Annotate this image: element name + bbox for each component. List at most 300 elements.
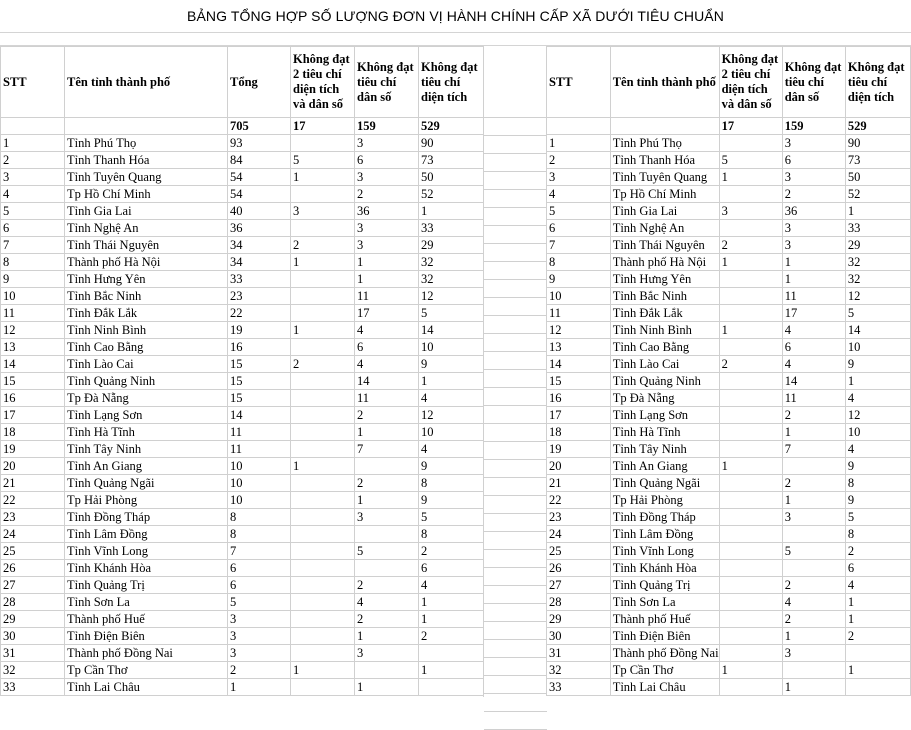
table-cell[interactable]	[719, 424, 782, 441]
table-cell[interactable]: 2	[782, 611, 845, 628]
table-cell[interactable]: 1	[291, 662, 355, 679]
table-cell[interactable]: 5	[419, 509, 484, 526]
table-cell[interactable]: 2	[547, 152, 611, 169]
table-cell[interactable]: 30	[1, 628, 65, 645]
table-cell[interactable]	[291, 492, 355, 509]
table-cell[interactable]: Tỉnh Lạng Sơn	[610, 407, 719, 424]
table-cell[interactable]: 4	[355, 594, 419, 611]
table-cell[interactable]: 1	[419, 373, 484, 390]
table-cell[interactable]: 4	[1, 186, 65, 203]
table-cell[interactable]: 3	[355, 509, 419, 526]
table-cell[interactable]: 9	[419, 492, 484, 509]
total-cell[interactable]	[610, 118, 719, 135]
table-cell[interactable]: 1	[782, 424, 845, 441]
table-cell[interactable]: 3	[719, 203, 782, 220]
table-cell[interactable]: 8	[845, 526, 910, 543]
table-cell[interactable]: 12	[419, 407, 484, 424]
table-cell[interactable]: Thành phố Đồng Nai	[610, 645, 719, 662]
header-cell[interactable]: Tổng	[228, 47, 291, 118]
table-cell[interactable]: 24	[547, 526, 611, 543]
table-cell[interactable]: 5	[419, 305, 484, 322]
table-cell[interactable]: 5	[782, 543, 845, 560]
table-cell[interactable]: 4	[355, 356, 419, 373]
table-cell[interactable]	[719, 645, 782, 662]
header-cell[interactable]: STT	[1, 47, 65, 118]
table-cell[interactable]	[291, 424, 355, 441]
table-cell[interactable]: Tp Đà Nẵng	[65, 390, 228, 407]
table-cell[interactable]: 1	[419, 594, 484, 611]
total-cell[interactable]: 17	[291, 118, 355, 135]
table-cell[interactable]: 17	[1, 407, 65, 424]
table-cell[interactable]: 11	[547, 305, 611, 322]
table-cell[interactable]	[719, 577, 782, 594]
table-cell[interactable]: 7	[228, 543, 291, 560]
table-cell[interactable]	[291, 220, 355, 237]
table-cell[interactable]: 1	[719, 322, 782, 339]
table-cell[interactable]: 1	[782, 679, 845, 696]
table-cell[interactable]	[719, 560, 782, 577]
table-cell[interactable]: 84	[228, 152, 291, 169]
table-cell[interactable]: 3	[355, 645, 419, 662]
table-cell[interactable]	[291, 594, 355, 611]
table-cell[interactable]: 10	[845, 424, 910, 441]
table-cell[interactable]: 31	[1, 645, 65, 662]
table-cell[interactable]: 5	[719, 152, 782, 169]
table-cell[interactable]: Tỉnh An Giang	[610, 458, 719, 475]
table-cell[interactable]: Tỉnh Lạng Sơn	[65, 407, 228, 424]
table-cell[interactable]: 32	[419, 271, 484, 288]
table-cell[interactable]: 2	[719, 237, 782, 254]
table-cell[interactable]: 12	[419, 288, 484, 305]
table-cell[interactable]: 28	[1, 594, 65, 611]
table-cell[interactable]: 7	[782, 441, 845, 458]
table-cell[interactable]: Tỉnh Đồng Tháp	[610, 509, 719, 526]
table-cell[interactable]: 1	[782, 271, 845, 288]
table-cell[interactable]: Tỉnh Vĩnh Long	[610, 543, 719, 560]
table-cell[interactable]: 32	[547, 662, 611, 679]
table-cell[interactable]: 15	[1, 373, 65, 390]
table-cell[interactable]: Tp Cần Thơ	[610, 662, 719, 679]
table-cell[interactable]: Tỉnh Quảng Trị	[610, 577, 719, 594]
table-cell[interactable]: 9	[845, 492, 910, 509]
table-cell[interactable]: 1	[291, 458, 355, 475]
table-cell[interactable]: 4	[419, 577, 484, 594]
table-cell[interactable]	[291, 509, 355, 526]
table-cell[interactable]: 10	[1, 288, 65, 305]
table-cell[interactable]: Tỉnh Hà Tĩnh	[65, 424, 228, 441]
total-cell[interactable]: 529	[845, 118, 910, 135]
table-cell[interactable]: Thành phố Hà Nội	[610, 254, 719, 271]
table-cell[interactable]: 3	[228, 628, 291, 645]
table-cell[interactable]: 36	[782, 203, 845, 220]
table-cell[interactable]: 1	[355, 492, 419, 509]
table-cell[interactable]: 14	[547, 356, 611, 373]
table-cell[interactable]: 34	[228, 254, 291, 271]
table-cell[interactable]: 1	[719, 169, 782, 186]
table-cell[interactable]	[291, 407, 355, 424]
table-cell[interactable]	[782, 526, 845, 543]
table-cell[interactable]: 1	[845, 373, 910, 390]
table-cell[interactable]: 11	[1, 305, 65, 322]
table-cell[interactable]: 10	[419, 339, 484, 356]
table-cell[interactable]: 2	[719, 356, 782, 373]
table-cell[interactable]: 11	[228, 424, 291, 441]
table-cell[interactable]: 50	[845, 169, 910, 186]
table-cell[interactable]: 8	[547, 254, 611, 271]
table-cell[interactable]: 8	[419, 526, 484, 543]
table-cell[interactable]	[782, 662, 845, 679]
table-cell[interactable]: 13	[547, 339, 611, 356]
table-cell[interactable]: 15	[228, 390, 291, 407]
table-cell[interactable]: 25	[1, 543, 65, 560]
table-cell[interactable]: Tỉnh Quảng Ninh	[610, 373, 719, 390]
table-cell[interactable]: 33	[845, 220, 910, 237]
table-cell[interactable]: Tp Đà Nẵng	[610, 390, 719, 407]
table-cell[interactable]: 22	[547, 492, 611, 509]
table-cell[interactable]: Tỉnh Sơn La	[610, 594, 719, 611]
table-cell[interactable]: 10	[845, 339, 910, 356]
table-cell[interactable]: 6	[355, 339, 419, 356]
table-cell[interactable]: 2	[419, 628, 484, 645]
table-cell[interactable]: 4	[419, 441, 484, 458]
table-cell[interactable]: 16	[1, 390, 65, 407]
table-cell[interactable]: 1	[845, 662, 910, 679]
table-cell[interactable]	[291, 186, 355, 203]
table-cell[interactable]: 32	[845, 271, 910, 288]
table-cell[interactable]: 4	[547, 186, 611, 203]
table-cell[interactable]	[719, 628, 782, 645]
table-cell[interactable]: 32	[845, 254, 910, 271]
table-cell[interactable]: 20	[1, 458, 65, 475]
table-cell[interactable]	[719, 305, 782, 322]
table-cell[interactable]: 26	[1, 560, 65, 577]
table-cell[interactable]: 1	[782, 254, 845, 271]
table-cell[interactable]: 3	[291, 203, 355, 220]
table-cell[interactable]: Tỉnh Thái Nguyên	[610, 237, 719, 254]
table-cell[interactable]: 1	[291, 322, 355, 339]
table-cell[interactable]: 7	[547, 237, 611, 254]
table-cell[interactable]: 36	[228, 220, 291, 237]
table-cell[interactable]: Tỉnh Lào Cai	[65, 356, 228, 373]
table-cell[interactable]: 3	[355, 135, 419, 152]
table-cell[interactable]	[719, 679, 782, 696]
table-cell[interactable]: 8	[845, 475, 910, 492]
table-cell[interactable]: 5	[1, 203, 65, 220]
table-cell[interactable]	[291, 441, 355, 458]
table-cell[interactable]: 1	[355, 628, 419, 645]
table-cell[interactable]: Tỉnh Tuyên Quang	[65, 169, 228, 186]
table-cell[interactable]: 4	[419, 390, 484, 407]
table-cell[interactable]	[719, 441, 782, 458]
table-cell[interactable]: Thành phố Huế	[610, 611, 719, 628]
table-cell[interactable]: 13	[1, 339, 65, 356]
table-cell[interactable]	[719, 594, 782, 611]
table-cell[interactable]: 3	[355, 237, 419, 254]
table-cell[interactable]: 8	[419, 475, 484, 492]
table-cell[interactable]: Tỉnh Thái Nguyên	[65, 237, 228, 254]
table-cell[interactable]: 1	[355, 254, 419, 271]
header-cell[interactable]: Không đạt tiêu chí dân số	[782, 47, 845, 118]
table-cell[interactable]: Tỉnh Lai Châu	[610, 679, 719, 696]
table-cell[interactable]: 54	[228, 169, 291, 186]
table-cell[interactable]: 4	[845, 390, 910, 407]
table-cell[interactable]: 1	[419, 611, 484, 628]
table-cell[interactable]: 6	[782, 152, 845, 169]
table-cell[interactable]: 10	[419, 424, 484, 441]
total-cell[interactable]: 17	[719, 118, 782, 135]
table-cell[interactable]: 2	[845, 628, 910, 645]
table-cell[interactable]	[719, 543, 782, 560]
table-cell[interactable]: 31	[547, 645, 611, 662]
table-cell[interactable]: 22	[1, 492, 65, 509]
table-cell[interactable]: 2	[782, 186, 845, 203]
table-cell[interactable]: 29	[1, 611, 65, 628]
table-cell[interactable]: Thành phố Huế	[65, 611, 228, 628]
table-cell[interactable]: 1	[782, 628, 845, 645]
table-cell[interactable]: 2	[228, 662, 291, 679]
table-cell[interactable]: 29	[419, 237, 484, 254]
table-cell[interactable]: 2	[355, 186, 419, 203]
table-cell[interactable]: 17	[547, 407, 611, 424]
table-cell[interactable]: Tỉnh Gia Lai	[610, 203, 719, 220]
table-cell[interactable]: Tỉnh Ninh Bình	[610, 322, 719, 339]
table-cell[interactable]: 90	[419, 135, 484, 152]
table-cell[interactable]: 21	[1, 475, 65, 492]
table-cell[interactable]: 73	[845, 152, 910, 169]
table-cell[interactable]: 1	[547, 135, 611, 152]
table-cell[interactable]	[719, 373, 782, 390]
table-cell[interactable]: Tỉnh Hưng Yên	[65, 271, 228, 288]
table-cell[interactable]: 7	[1, 237, 65, 254]
table-cell[interactable]: 6	[782, 339, 845, 356]
table-cell[interactable]: 9	[419, 458, 484, 475]
table-cell[interactable]	[355, 458, 419, 475]
table-cell[interactable]	[291, 135, 355, 152]
table-cell[interactable]: 12	[845, 288, 910, 305]
table-cell[interactable]: Tỉnh Nghệ An	[65, 220, 228, 237]
table-cell[interactable]: 1	[845, 594, 910, 611]
table-cell[interactable]: Tỉnh Lâm Đồng	[610, 526, 719, 543]
table-cell[interactable]: Tỉnh Điện Biên	[65, 628, 228, 645]
table-cell[interactable]: 3	[782, 645, 845, 662]
table-cell[interactable]: 11	[355, 288, 419, 305]
table-cell[interactable]	[291, 288, 355, 305]
table-cell[interactable]: Tỉnh Cao Bằng	[65, 339, 228, 356]
table-cell[interactable]: 1	[782, 492, 845, 509]
table-cell[interactable]	[291, 373, 355, 390]
table-cell[interactable]	[291, 560, 355, 577]
table-cell[interactable]: 27	[547, 577, 611, 594]
table-cell[interactable]: 11	[782, 390, 845, 407]
table-cell[interactable]: 6	[228, 560, 291, 577]
table-cell[interactable]: Tỉnh Đắk Lắk	[610, 305, 719, 322]
table-cell[interactable]: 93	[228, 135, 291, 152]
table-cell[interactable]: 24	[1, 526, 65, 543]
table-cell[interactable]: Tỉnh Bắc Ninh	[65, 288, 228, 305]
table-cell[interactable]: 1	[355, 424, 419, 441]
table-cell[interactable]: 3	[228, 645, 291, 662]
table-cell[interactable]: 4	[355, 322, 419, 339]
table-cell[interactable]	[845, 679, 910, 696]
table-cell[interactable]	[291, 271, 355, 288]
table-cell[interactable]: Tỉnh Khánh Hòa	[65, 560, 228, 577]
table-cell[interactable]: 32	[419, 254, 484, 271]
table-cell[interactable]: 2	[782, 577, 845, 594]
header-cell[interactable]: Không đạt 2 tiêu chí diện tích và dân số	[719, 47, 782, 118]
table-cell[interactable]	[355, 526, 419, 543]
table-cell[interactable]: Tỉnh Thanh Hóa	[65, 152, 228, 169]
table-cell[interactable]	[719, 407, 782, 424]
total-cell[interactable]: 159	[355, 118, 419, 135]
table-cell[interactable]	[291, 390, 355, 407]
table-cell[interactable]	[419, 645, 484, 662]
table-cell[interactable]: 23	[547, 509, 611, 526]
table-cell[interactable]: 4	[782, 594, 845, 611]
table-cell[interactable]: Tỉnh Vĩnh Long	[65, 543, 228, 560]
table-cell[interactable]: 36	[355, 203, 419, 220]
table-cell[interactable]: 1	[291, 169, 355, 186]
header-cell[interactable]: Không đạt 2 tiêu chí diện tích và dân số	[291, 47, 355, 118]
table-cell[interactable]: 2	[1, 152, 65, 169]
total-cell[interactable]: 159	[782, 118, 845, 135]
table-cell[interactable]: Tp Hồ Chí Minh	[610, 186, 719, 203]
table-cell[interactable]: 6	[419, 560, 484, 577]
table-cell[interactable]: 6	[1, 220, 65, 237]
table-cell[interactable]: 14	[419, 322, 484, 339]
table-cell[interactable]: Tỉnh Phú Thọ	[65, 135, 228, 152]
table-cell[interactable]: Tỉnh Thanh Hóa	[610, 152, 719, 169]
table-cell[interactable]: 73	[419, 152, 484, 169]
table-cell[interactable]: Tỉnh Tuyên Quang	[610, 169, 719, 186]
table-cell[interactable]: 20	[547, 458, 611, 475]
table-cell[interactable]: 19	[228, 322, 291, 339]
table-cell[interactable]: 9	[845, 458, 910, 475]
table-cell[interactable]: Tỉnh Hà Tĩnh	[610, 424, 719, 441]
table-cell[interactable]: 2	[355, 407, 419, 424]
table-cell[interactable]: Tp Hồ Chí Minh	[65, 186, 228, 203]
table-cell[interactable]	[782, 458, 845, 475]
table-cell[interactable]: 4	[845, 441, 910, 458]
table-cell[interactable]: 3	[228, 611, 291, 628]
table-cell[interactable]: 23	[1, 509, 65, 526]
table-cell[interactable]	[845, 645, 910, 662]
table-cell[interactable]: 1	[355, 271, 419, 288]
table-cell[interactable]: Tỉnh An Giang	[65, 458, 228, 475]
table-cell[interactable]	[719, 611, 782, 628]
table-cell[interactable]: 50	[419, 169, 484, 186]
table-cell[interactable]: 2	[845, 543, 910, 560]
table-cell[interactable]: Tỉnh Ninh Bình	[65, 322, 228, 339]
table-cell[interactable]: 14	[228, 407, 291, 424]
table-cell[interactable]: Thành phố Đồng Nai	[65, 645, 228, 662]
table-cell[interactable]: 23	[228, 288, 291, 305]
table-cell[interactable]: 28	[547, 594, 611, 611]
table-cell[interactable]	[719, 339, 782, 356]
table-cell[interactable]: Tp Cần Thơ	[65, 662, 228, 679]
table-cell[interactable]: 6	[547, 220, 611, 237]
table-cell[interactable]: Tỉnh Gia Lai	[65, 203, 228, 220]
table-cell[interactable]: 1	[228, 679, 291, 696]
table-cell[interactable]: 29	[845, 237, 910, 254]
table-cell[interactable]: 5	[547, 203, 611, 220]
table-cell[interactable]: Tỉnh Lâm Đồng	[65, 526, 228, 543]
table-cell[interactable]: 11	[228, 441, 291, 458]
table-cell[interactable]: 3	[782, 135, 845, 152]
table-cell[interactable]: 14	[355, 373, 419, 390]
table-cell[interactable]: 33	[228, 271, 291, 288]
table-cell[interactable]: 17	[782, 305, 845, 322]
table-cell[interactable]: Tỉnh Điện Biên	[610, 628, 719, 645]
table-cell[interactable]	[291, 543, 355, 560]
table-cell[interactable]: 32	[1, 662, 65, 679]
header-cell[interactable]: Không đạt tiêu chí diện tích	[419, 47, 484, 118]
table-cell[interactable]: 1	[719, 662, 782, 679]
table-cell[interactable]: 9	[419, 356, 484, 373]
table-cell[interactable]: 10	[547, 288, 611, 305]
table-cell[interactable]: Tỉnh Đắk Lắk	[65, 305, 228, 322]
table-cell[interactable]: 2	[291, 356, 355, 373]
table-cell[interactable]: 8	[1, 254, 65, 271]
table-cell[interactable]: 25	[547, 543, 611, 560]
table-cell[interactable]: Tỉnh Lai Châu	[65, 679, 228, 696]
table-cell[interactable]: 3	[782, 509, 845, 526]
table-cell[interactable]	[719, 509, 782, 526]
table-cell[interactable]: 33	[547, 679, 611, 696]
table-cell[interactable]: 4	[845, 577, 910, 594]
table-cell[interactable]: 18	[1, 424, 65, 441]
table-cell[interactable]	[291, 339, 355, 356]
table-cell[interactable]: 1	[719, 458, 782, 475]
table-cell[interactable]	[719, 135, 782, 152]
table-cell[interactable]: 14	[845, 322, 910, 339]
table-cell[interactable]: 3	[355, 169, 419, 186]
table-cell[interactable]: 5	[845, 305, 910, 322]
table-cell[interactable]	[291, 526, 355, 543]
table-cell[interactable]: 3	[547, 169, 611, 186]
table-cell[interactable]: 52	[419, 186, 484, 203]
table-cell[interactable]	[291, 305, 355, 322]
table-cell[interactable]: Tỉnh Hưng Yên	[610, 271, 719, 288]
table-cell[interactable]: Tỉnh Khánh Hòa	[610, 560, 719, 577]
table-cell[interactable]: 1	[845, 611, 910, 628]
table-cell[interactable]	[291, 679, 355, 696]
table-cell[interactable]: 5	[355, 543, 419, 560]
table-cell[interactable]: 52	[845, 186, 910, 203]
table-cell[interactable]: 3	[355, 220, 419, 237]
table-cell[interactable]: 2	[355, 577, 419, 594]
table-cell[interactable]: Tỉnh Đồng Tháp	[65, 509, 228, 526]
table-cell[interactable]: 12	[547, 322, 611, 339]
table-cell[interactable]: 2	[355, 475, 419, 492]
table-cell[interactable]: 10	[228, 475, 291, 492]
table-cell[interactable]	[719, 475, 782, 492]
table-cell[interactable]: 2	[355, 611, 419, 628]
table-cell[interactable]: 19	[1, 441, 65, 458]
table-cell[interactable]	[291, 628, 355, 645]
table-cell[interactable]: 21	[547, 475, 611, 492]
table-cell[interactable]	[719, 390, 782, 407]
table-cell[interactable]: Thành phố Hà Nội	[65, 254, 228, 271]
table-cell[interactable]	[719, 492, 782, 509]
table-cell[interactable]: Tp Hải Phòng	[65, 492, 228, 509]
table-cell[interactable]: 8	[228, 509, 291, 526]
table-cell[interactable]: Tỉnh Cao Bằng	[610, 339, 719, 356]
table-cell[interactable]: 30	[547, 628, 611, 645]
table-cell[interactable]: Tỉnh Phú Thọ	[610, 135, 719, 152]
table-cell[interactable]: 12	[1, 322, 65, 339]
total-cell[interactable]	[65, 118, 228, 135]
table-cell[interactable]: Tp Hải Phòng	[610, 492, 719, 509]
